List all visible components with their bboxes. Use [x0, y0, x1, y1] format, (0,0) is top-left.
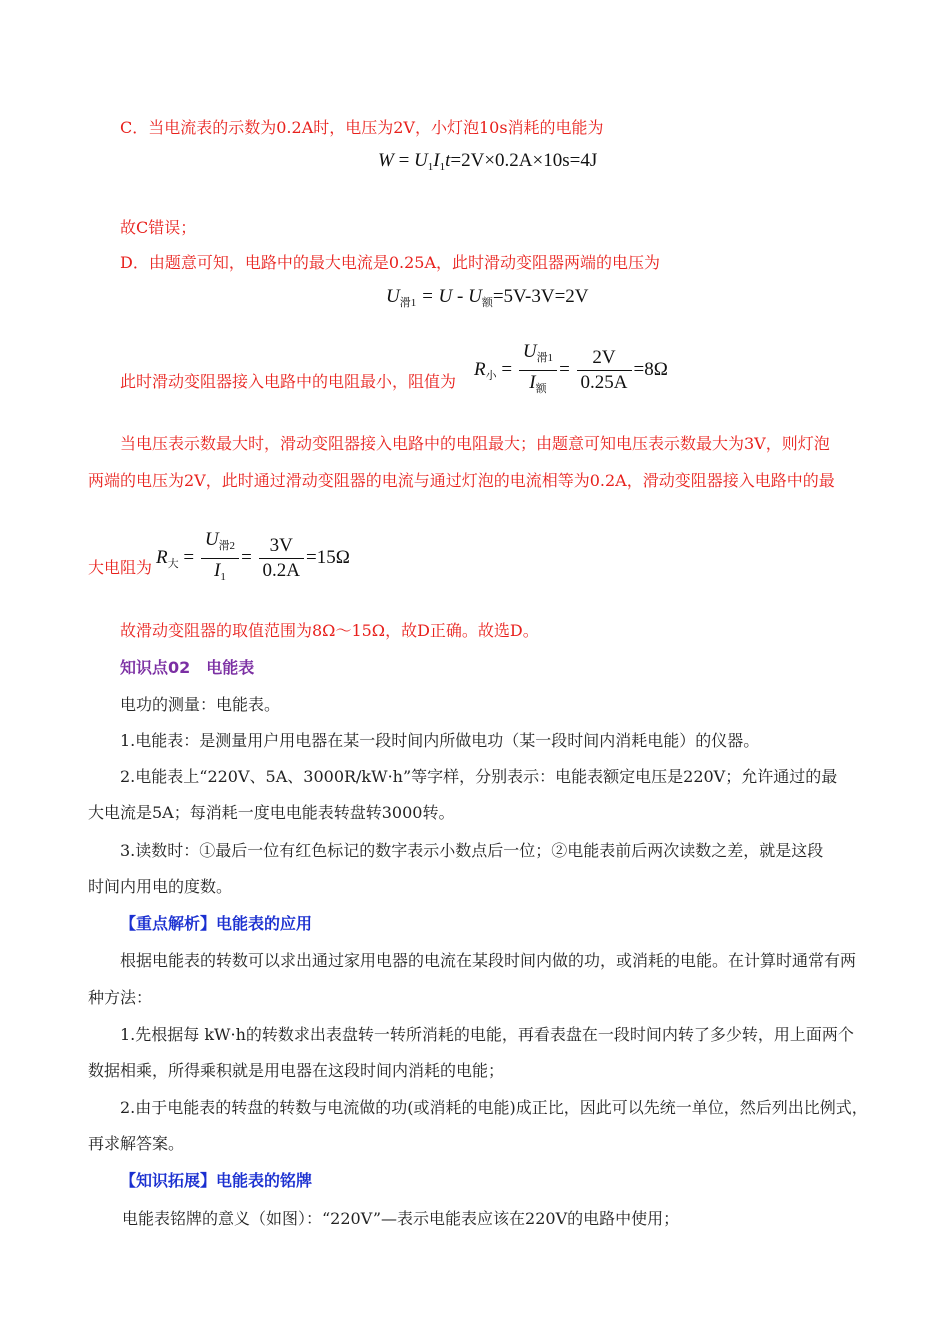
paragraph: 1.先根据每 kW·h的转数求出表盘转一转所消耗的电能，再看表盘在一段时间内转了多少转，用上面两个: [120, 1025, 854, 1044]
option-d-text: D．由题意可知，电路中的最大电流是0.25A，此时滑动变阻器两端的电压为: [120, 253, 661, 272]
option-d-text2: 此时滑动变阻器接入电路中的电阻最小，阻值为: [120, 372, 457, 391]
fraction-numerator: [201, 528, 239, 559]
option-d-text3b: 两端的电压为2V，此时通过滑动变阻器的电流与通过灯泡的电流相等为0.2A，滑动变阻器接入电路中的最: [88, 471, 835, 490]
fraction-numerator: 3V: [259, 534, 304, 559]
formula-subscript: 滑2: [218, 540, 236, 552]
formula-subscript: 1: [427, 161, 434, 173]
key-analysis-heading: [120, 914, 312, 934]
formula-symbol: U: [414, 150, 428, 171]
formula-d-min-resistance: $R_小$ = $\frac{U_{滑1}}{I_额}$ = $\frac{2V}{0.25A}$ =8Ω: [474, 340, 668, 401]
formula-symbol: R: [474, 358, 486, 380]
formula-subscript: 滑1: [536, 352, 554, 364]
option-d-text4: 大电阻为: [88, 558, 153, 577]
paragraph: 再求解答案。: [88, 1134, 185, 1153]
paragraph: 2.电能表上“220V、5A、3000R/kW·h”等字样，分别表示：电能表额定电压是220V；允许通过的最: [120, 767, 838, 786]
paragraph: 2.由于电能表的转盘的转数与电流做的功(或消耗的电能)成正比，因此可以先统一单位，然后列出比例式，: [120, 1098, 868, 1117]
formula-symbol: I: [529, 372, 536, 393]
formula-subscript: 大: [167, 557, 179, 570]
heading-bracket: 【知识拓展】: [120, 1171, 217, 1190]
formula-symbol: U: [522, 341, 537, 362]
formula-text: =5V-3V=2V: [492, 286, 589, 307]
fraction: [201, 528, 239, 589]
paragraph: 1.电能表：是测量用户用电器在某一段时间内所做电功（某一段时间内消耗电能）的仪器。: [120, 731, 760, 750]
formula-symbol: t: [445, 150, 451, 171]
formula-subscript: 1: [439, 161, 446, 173]
formula-symbol: U: [204, 529, 219, 550]
formula-text: =2V×0.2A×10s=4J: [450, 150, 598, 171]
formula-symbol: U: [386, 286, 400, 307]
formula-subscript: 滑1: [399, 297, 417, 309]
fraction-numerator: 2V: [577, 346, 632, 371]
formula-subscript: 1: [220, 571, 226, 583]
paragraph: 数据相乘，所得乘积就是用电器在这段时间内消耗的电能；: [88, 1061, 505, 1080]
formula-d-voltage: [386, 286, 589, 310]
formula-symbol: I: [214, 560, 221, 581]
paragraph: 电功的测量：电能表。: [120, 695, 281, 714]
paragraph: 电能表铭牌的意义（如图）：“220V”—表示电能表应该在220V的电路中使用；: [122, 1209, 680, 1228]
paragraph: 时间内用电的度数。: [88, 877, 233, 896]
fraction-denominator: 0.25A: [580, 372, 628, 393]
knowledge-point-heading: 知识点02 电能表: [120, 658, 255, 677]
heading-text: 电能表的铭牌: [216, 1171, 313, 1190]
formula-text: =8Ω: [633, 358, 668, 380]
fraction-denominator: [201, 559, 239, 589]
knowledge-extension-heading: [120, 1171, 312, 1191]
formula-text: =: [398, 150, 410, 171]
option-d-text3a: 当电压表示数最大时，滑动变阻器接入电路中的电阻最大；由题意可知电压表示数最大为3V，则灯泡: [120, 434, 830, 453]
fraction: [577, 346, 632, 395]
fraction-denominator: 0.2A: [262, 560, 301, 581]
option-d-conclusion: 故滑动变阻器的取值范围为8Ω～15Ω，故D正确。故选D。: [120, 621, 539, 640]
paragraph: 种方法：: [88, 988, 153, 1007]
heading-text: 电能表的应用: [216, 914, 313, 933]
formula-subscript: 额: [535, 383, 547, 395]
paragraph: 根据电能表的转数可以求出通过家用电器的电流在某段时间内做的功，或消耗的电能。在计算时通常有两: [120, 951, 857, 970]
paragraph: 大电流是5A；每消耗一度电电能表转盘转3000转。: [88, 803, 455, 822]
formula-symbol: R: [156, 546, 168, 568]
fraction: [519, 340, 557, 401]
formula-d-max-resistance: $R_大$ = $\frac{U_{滑2}}{I_1}$ = $\frac{3V}{0.2A}$ =15Ω: [156, 528, 350, 589]
formula-c-energy: [378, 150, 597, 173]
formula-subscript: 额: [481, 297, 493, 309]
formula-symbol: I: [433, 150, 440, 171]
formula-subscript: 小: [485, 369, 497, 382]
formula-text: = U - U: [420, 286, 482, 307]
fraction-denominator: [519, 371, 557, 401]
heading-bracket: 【重点解析】: [120, 914, 217, 933]
fraction-numerator: [519, 340, 557, 371]
option-c-text: C．当电流表的示数为0.2A时，电压为2V，小灯泡10s消耗的电能为: [120, 118, 604, 137]
formula-symbol: W: [378, 150, 394, 171]
formula-text: =15Ω: [306, 546, 350, 568]
fraction: [259, 534, 304, 583]
paragraph: 3.读数时：①最后一位有红色标记的数字表示小数点后一位；②电能表前后两次读数之差，就是这段: [120, 841, 824, 860]
option-c-conclusion: 故C错误；: [120, 218, 197, 237]
